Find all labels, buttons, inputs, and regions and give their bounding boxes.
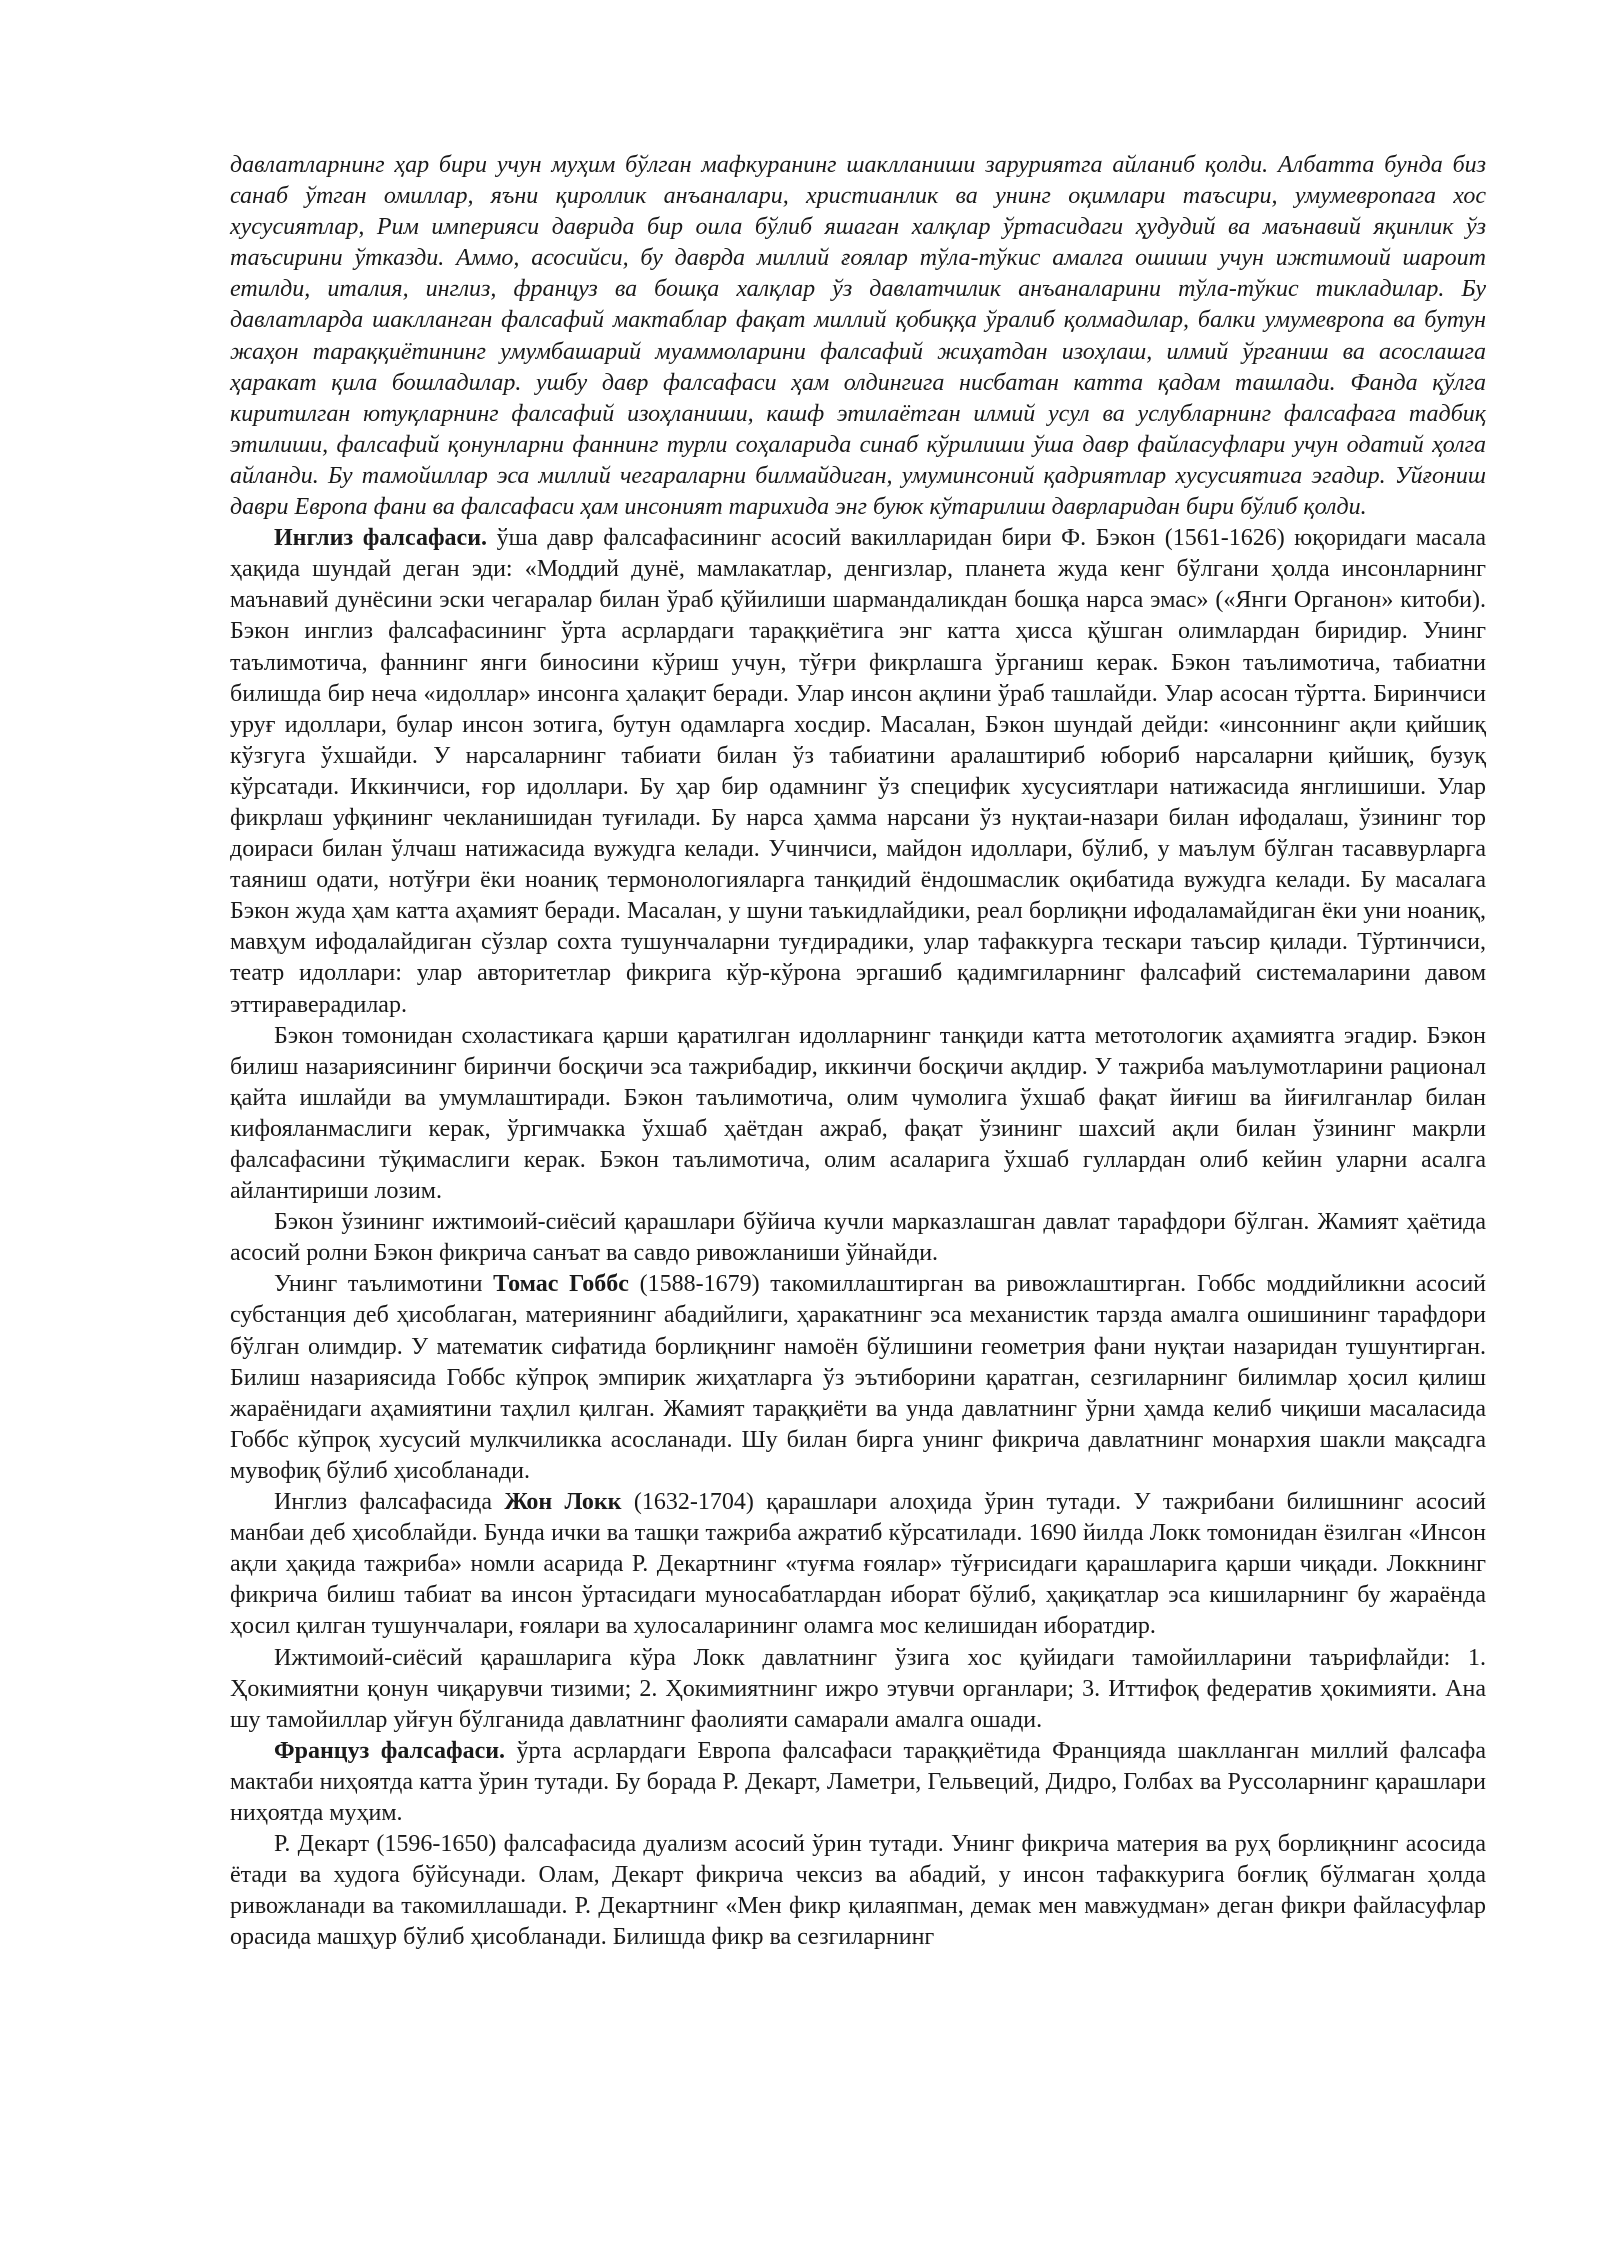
paragraph-text: ўрта асрлардаги Европа фалсафаси тараққиётида Францияда шаклланган миллий фалсафа мактаби ниҳоятда катта ўрин тутади. Бу борада Р. Декарт, Ламетри, Гельвеций, Дидро, Голбах ва Руссоларнинг қарашлари ниҳоятда муҳим. — [230, 1737, 1486, 1826]
paragraph-text: Инглиз фалсафасида — [274, 1489, 505, 1516]
paragraph-bacon-politics: Бэкон ўзининг ижтимоий-сиёсий қарашлари бўйича кучли марказлашган давлат тарафдори бўлган. Жамият ҳаётида асосий ролни Бэкон фикрича санъат ва савдо ривожланиши ўйнайди. — [230, 1209, 1486, 1267]
paragraph-text: (1632-1704) қарашлари алоҳида ўрин тутади. У тажрибани билишнинг асосий манбаи деб ҳисоблайди. Бунда ички ва ташқи тажриба ажратиб кўрсатилади. 1690 йилда Локк томонидан ёзилган «Инсон ақли ҳақида тажриба» номли асарида Р. Декартнинг «туғма ғоялар» тўғрисидаги қарашларига қарши чиқади. Локкнинг фикрича билиш табиат ва инсон ўртасидаги муносабатлардан иборат бўлиб, ҳақиқатлар эса кишиларнинг бу жараёнда ҳосил қилган тушунчалари, ғоялари ва хулосаларининг оламга мос келишидан иборатдир. — [230, 1489, 1486, 1640]
name-hobbes: Томас Гоббс — [493, 1271, 629, 1298]
name-locke: Жон Локк — [504, 1489, 622, 1516]
paragraph-text: ўша давр фалсафасининг асосий вакилларидан бири Ф. Бэкон (1561-1626) юқоридаги масала ҳақида шундай деган эди: «Моддий дунё, мамлакатлар, денгизлар, планета жуда кенг бўлгани ҳолда инсонларнинг маънавий дунёсини эски чегаралар билан ўраб қўйилиши шармандаликдан бошқа нарса эмас» («Янги Органон» китоби). Бэкон инглиз фалсафасининг ўрта асрлардаги тараққиётига энг катта ҳисса қўшган олимлардан биридир. Унинг таълимотича, фаннинг янги биносини кўриш учун, тўғри фикрлашга ўрганиш керак. Бэкон таълимотича, табиатни билишда бир неча «идоллар» инсонга ҳалақит беради. Улар инсон ақлини ўраб ташлайди. Улар асосан тўртта. Биринчиси уруғ идоллари, булар инсон зотига, бутун одамларга хосдир. Масалан, Бэкон шундай дейди: «инсоннинг ақли қийшиқ кўзгуга ўхшайди. У нарсаларнинг табиати билан ўз табиатини аралаштириб юбориб нарсаларни қийшиқ, бузуқ кўрсатади. Иккинчиси, ғор идоллари. Бу ҳар бир одамнинг ўз специфик хусусиятлари натижасида янглишиши. Улар фикрлаш уфқининг чекланишидан туғилади. Бу нарса ҳамма нарсани ўз нуқтаи-назари билан ифодалаш, ўзининг тор доираси билан ўлчаш натижасида вужудга келади. Учинчиси, майдон идоллари, бўлиб, у маълум бўлган тасаввурларга таяниш одати, нотўғри ёки ноаниқ термонологияларга танқидий ёндошмаслик оқибатида вужудга келади. Бу масалага Бэкон жуда ҳам катта аҳамият беради. Масалан, у шуни таъкидлайдики, реал борлиқни ифодаламайдиган ёки уни ноаниқ, мавҳум ифодалайдиган сўзлар сохта тушунчаларни туғдирадики, улар тафаккурга тескари таъсир қилади. Тўртинчиси, театр идоллари: улар авторитетлар фикрига кўр-кўрона эргашиб қадимгиларнинг фалсафий системаларини давом эттираверадилар. — [230, 525, 1486, 1018]
paragraph-intro-italic: давлатларнинг ҳар бири учун муҳим бўлган мафкуранинг шаклланиши заруриятга айланиб қолди. Албатта бунда биз санаб ўтган омиллар, яъни қироллик анъаналари, христианлик ва унинг оқимлари таъсири, умумевропага хос хусусиятлар, Рим империяси даврида бир оила бўлиб яшаган халқлар ўртасидаги ҳудудий ва маънавий яқинлик ўз таъсирини ўтказди. Аммо, асосийси, бу даврда миллий ғоялар тўла-тўкис амалга ошиши учун ижтимоий шароит етилди, италия, инглиз, француз ва бошқа халқлар ўз давлатчилик анъаналарини тўла-тўкис тикладилар. Бу давлатларда шаклланган фалсафий мактаблар фақат миллий қобиққа ўралиб қолмадилар, балки умумевропа ва бутун жаҳон тараққиётининг умумбашарий муаммоларини фалсафий жиҳатдан изоҳлаш, илмий ўрганиш ва асослашга ҳаракат қила бошладилар. ушбу давр фалсафаси ҳам олдингига нисбатан катта қадам ташлади. Фанда қўлга киритилган ютуқларнинг фалсафий изоҳланиши, кашф этилаётган илмий усул ва услубларнинг фалсафага тадбиқ этилиши, фалсафий қонунларни фаннинг турли соҳаларида синаб кўрилиши ўша давр файласуфлари учун одатий ҳолга айланди. Бу тамойиллар эса миллий чегараларни билмайдиган, умуминсоний қадриятлар хусусиятига эгадир. Уйғониш даври Европа фани ва фалсафаси ҳам инсоният тарихида энг буюк кўтарилиш даврларидан бири бўлиб қолди. — [230, 152, 1486, 521]
paragraph-bacon-idols-critique: Бэкон томонидан схоластикага қарши қаратилган идолларнинг танқиди катта метотологик аҳамиятга эгадир. Бэкон билиш назариясининг биринчи босқичи эса тажрибадир, иккинчи босқичи ақлдир. У тажриба маълумотларини рационал қайта ишлайди ва умумлаштиради. Бэкон таълимотича, олим чумолига ўхшаб фақат йиғиш ва йиғилганлар билан кифояланмаслиги керак, ўргимчакка ўхшаб ҳаётдан ажраб, фақат ўзининг шахсий ақли билан ўзининг макрли фалсафасини тўқимаслиги керак. Бэкон таълимотича, олим асаларига ўхшаб гуллардан олиб кейин уларни асалга айлантириши лозим. — [230, 1022, 1486, 1205]
section-heading-french-philosophy: Француз фалсафаси. — [274, 1737, 506, 1764]
paragraph-descartes: Р. Декарт (1596-1650) фалсафасида дуализм асосий ўрин тутади. Унинг фикрича материя ва руҳ борлиқнинг асосида ётади ва худога бўйсунади. Олам, Декарт фикрича чексиз ва абадий, у инсон тафаккурига боғлиқ бўлмаган ҳолда ривожланади ва такомиллашади. Р. Декартнинг «Мен фикр қилаяпман, демак мен мавжудман» деган фикри файласуфлар орасида машҳур бўлиб ҳисобланади. Билишда фикр ва сезгиларнинг — [230, 1831, 1486, 1951]
paragraph-text: (1588-1679) такомиллаштирган ва ривожлаштирган. Гоббс моддийликни асосий субстанция деб ҳисоблаган, материянинг абадийлиги, ҳаракатнинг эса механистик тарзда амалга ошишининг тарафдори бўлган олимдир. У математик сифатида борлиқнинг намоён бўлишини геометрия фани нуқтаи назаридан тушунтирган. Билиш назариясида Гоббс кўпроқ эмпирик жиҳатларга ўз эътиборини қаратган, сезгиларнинг билимлар ҳосил қилиш жараёнидаги аҳамиятини таҳлил қилган. Жамият тараққиёти ва унда давлатнинг ўрни ҳамда келиб чиқиши масаласида Гоббс кўпроқ хусусий мулкчиликка асосланади. Шу билан бирга унинг фикрича давлатнинг монархия шакли мақсадга мувофиқ бўлиб ҳисобланади. — [230, 1271, 1487, 1484]
paragraph-locke — [230, 1487, 1486, 1642]
paragraph-locke-politics: Ижтимоий-сиёсий қарашларига кўра Локк давлатнинг ўзига хос қуйидаги тамойилларини таърифлайди: 1. Ҳокимиятни қонун чиқарувчи тизими; 2. Ҳокимиятнинг ижро этувчи органлари; 3. Иттифоқ федератив ҳокимияти. Ана шу тамойиллар уйғун бўлганида давлатнинг фаолияти самарали амалга ошади. — [230, 1644, 1486, 1733]
paragraph-text: Унинг таълимотини — [274, 1271, 494, 1298]
paragraph-english-philosophy — [230, 523, 1486, 1021]
document-page — [230, 150, 1486, 1953]
paragraph-french-philosophy — [230, 1736, 1486, 1829]
section-heading-english-philosophy: Инглиз фалсафаси. — [274, 525, 488, 552]
paragraph-hobbes — [230, 1269, 1486, 1487]
